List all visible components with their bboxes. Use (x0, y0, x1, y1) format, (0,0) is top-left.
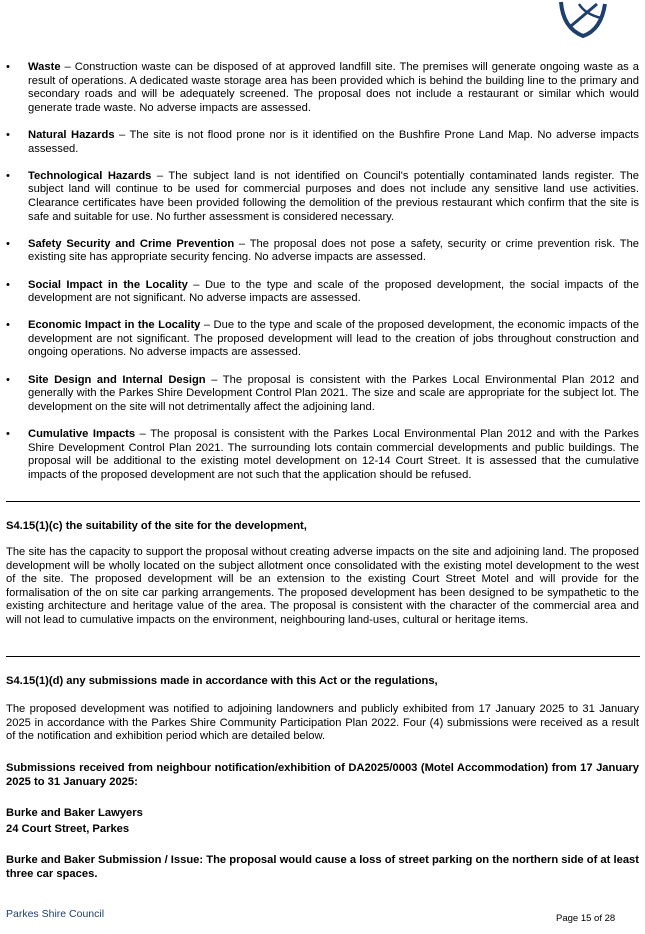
bullet-social-impact: • Social Impact in the Locality – Due to the type and scale of the proposed development, the social impacts of the development are not significant. No adverse impacts are assessed. (6, 278, 639, 305)
footer-council-name: Parkes Shire Council (6, 908, 105, 920)
bullet-site-design: • Site Design and Internal Design – The proposal is consistent with the Parkes Local Environmental Plan 2012 and generally with the Parkes Shire Development Control Plan 2021. The size and scale are appropriate for the subject lot. The development on the site will not detrimentally affect the adjoining land. (6, 373, 639, 413)
council-logo-icon (557, 0, 607, 38)
submissions-heading: Submissions received from neighbour notification/exhibition of DA2025/0003 (Motel Accommodation) from 17 January 2025 to 31 January 2025: (6, 762, 639, 788)
impact-bullet-list (6, 61, 639, 496)
bullet-natural-hazards: • Natural Hazards – The site is not flood prone nor is it identified on the Bushfire Prone Land Map. No adverse impacts assessed. (6, 128, 639, 155)
bullet-waste: • Waste – Construction waste can be disposed of at approved landfill site. The premises will generate ongoing waste as a result of operations. A dedicated waste storage area has been provided which is behind the building line to the primary and secondary roads and will be adequately screened. The proposal does not include a restaurant or similar which would generate trade waste. No adverse impacts are assessed. (6, 61, 639, 114)
section-divider (6, 501, 640, 502)
bullet-cumulative-impacts: • Cumulative Impacts – The proposal is consistent with the Parkes Local Environmental Plan 2012 and with the Parkes Shire Development Control Plan 2021. The surrounding lots contain commercial developments and public buildings. The proposal will be additional to the existing motel development on 12-14 Court Street. It is assessed that the cumulative impacts of the proposed development are not such that the application should be refused. (6, 428, 639, 481)
section-c-body: The site has the capacity to support the proposal without creating adverse impacts on the site and adjoining land. The proposed development will be wholly located on the subject allotment once consolidated with the existing motel development to the west of the site. The proposed development will be an extension to the existing Court Street Motel and will provide for the formalisation of the on site car parking arrangements. The proposed development has been designed to be sympathetic to the existing architecture and heritage value of the area. The proposal is consistent with the character of the commercial area and will not lead to cumulative impacts on the environment, neighbouring land-uses, cultural or heritage items. (6, 546, 639, 626)
bullet-technological-hazards: • Technological Hazards – The subject land is not identified on Council's potentially contaminated lands register. The subject land will continue to be used for commercial purposes and does not include any sensitive land use activities. Clearance certificates have been provided following the demolition of the previous restaurant which confirm that the site is safe and suitable for use. No further assessment is considered necessary. (6, 169, 639, 223)
section-c-heading: S4.15(1)(c) the suitability of the site for the development, (6, 520, 307, 532)
section-divider (6, 656, 640, 657)
page-number: Page 15 of 28 (556, 913, 616, 924)
bullet-safety-security: • Safety Security and Crime Prevention – The proposal does not pose a safety, security or crime prevention risk. The existing site has appropriate security fencing. No adverse impacts are assessed. (6, 237, 640, 264)
section-d-heading: S4.15(1)(d) any submissions made in accordance with this Act or the regulations, (6, 675, 438, 687)
bullet-economic-impact: • Economic Impact in the Locality – Due to the type and scale of the proposed development, the economic impacts of the development are not significant. The proposed development will lead to the creation of jobs throughout construction and ongoing operations. No adverse impacts are assessed. (6, 319, 639, 359)
section-d-body: The proposed development was notified to adjoining landowners and publicly exhibited from 17 January 2025 to 31 January 2025 in accordance with the Parkes Shire Community Participation Plan 2022. Four (4) submissions were received as a result of the notification and exhibition period which are detailed below. (6, 703, 639, 743)
submission-issue: Burke and Baker Submission / Issue: The proposal would cause a loss of street parking on the northern side of at least three car spaces. (6, 854, 639, 880)
submitter-name: Burke and Baker Lawyers (6, 807, 143, 819)
submitter-address: 24 Court Street, Parkes (6, 823, 130, 835)
